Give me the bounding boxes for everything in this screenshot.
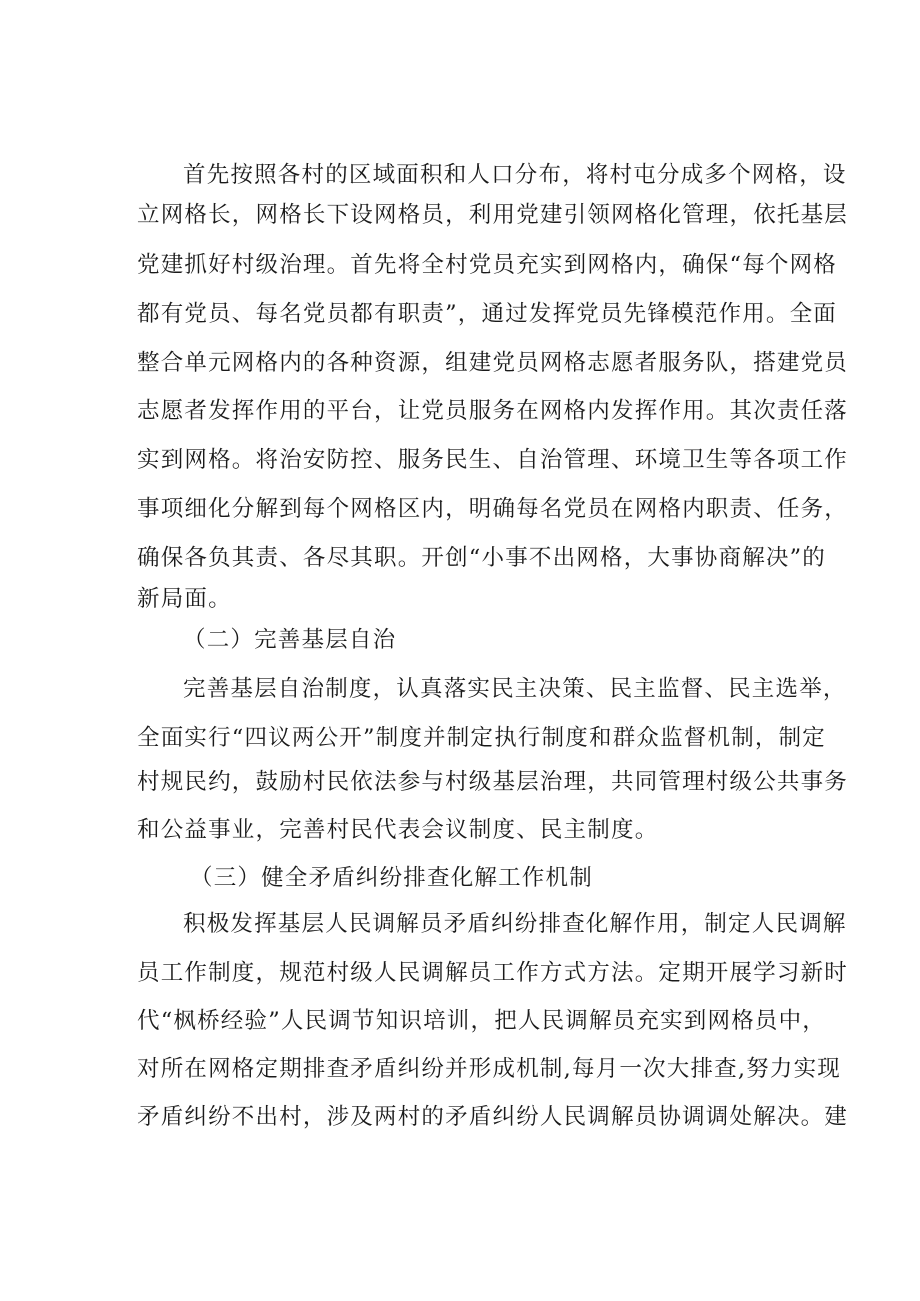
text-line: 立网格长，网格长下设网格员，利用党建引领网格化管理，依托基层 [137,202,849,228]
text-line: 和公益事业，完善村民代表会议制度、民主制度。 [137,817,659,843]
text-line: 积极发挥基层人民调解员矛盾纠纷排查化解作用，制定人民调解 [183,911,847,937]
text-line: 整合单元网格内的各种资源，组建党员网格志愿者服务队，搭建党员 [137,350,849,376]
text-line: 都有党员、每名党员都有职责”，通过发挥党员先锋模范作用。全面 [137,301,838,327]
text-line: 全面实行“四议两公开”制度并制定执行制度和群众监督机制，制定 [137,725,827,751]
text-line: 实到网格。将治安防控、服务民生、自治管理、环境卫生等各项工作 [137,447,849,473]
text-line: 村规民约，鼓励村民依法参与村级基层治理，共同管理村级公共事务 [137,769,849,795]
text-line: 首先按照各村的区域面积和人口分布，将村屯分成多个网格，设 [183,162,847,188]
text-line: 确保各负其责、各尽其职。开创“小事不出网格，大事协商解决”的 [137,545,827,571]
section-heading: （三）健全矛盾纠纷排查化解工作机制 [190,865,593,891]
section-heading: （二）完善基层自治 [183,627,397,653]
text-line: 矛盾纠纷不出村，涉及两村的矛盾纠纷人民调解员协调调处解决。建 [137,1104,849,1130]
text-line: 对所在网格定期排查矛盾纠纷并形成机制,每月一次大排查,努力实现 [137,1056,842,1082]
text-line: 党建抓好村级治理。首先将全村党员充实到网格内，确保“每个网格 [137,252,838,278]
text-line: 代“枫桥经验”人民调节知识培训，把人民调解员充实到网格员中， [137,1008,827,1034]
text-line: 新局面。 [137,586,232,612]
text-line: 员工作制度，规范村级人民调解员工作方式方法。定期开展学习新时 [137,960,849,986]
text-line: 完善基层自治制度，认真落实民主决策、民主监督、民主选举， [183,676,847,702]
text-line: 事项细化分解到每个网格区内，明确每名党员在网格内职责、任务， [137,496,849,522]
text-line: 志愿者发挥作用的平台，让党员服务在网格内发挥作用。其次责任落 [137,398,849,424]
